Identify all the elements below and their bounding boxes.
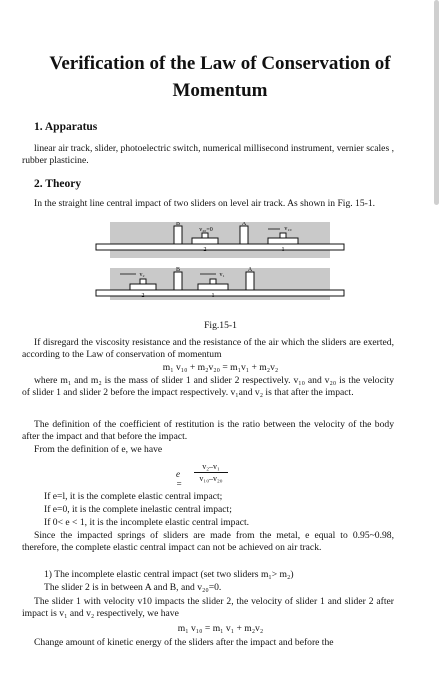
photogate-b-bottom — [174, 272, 182, 290]
photogate-a-top — [240, 226, 248, 244]
formula-numerator: v₂–v₁ — [194, 462, 228, 473]
paragraph-springs: Since the impacted springs of sliders are made from the metal, e equal to 0.95~0.98, therefore, the complete elastic central impact can not be achieved on air track. — [22, 530, 394, 554]
track-bottom — [96, 290, 344, 296]
slider-2-bottom — [130, 284, 156, 290]
formula-e: e = — [176, 469, 183, 489]
paragraph-momentum: If disregard the viscosity resistance and the resistance of the air which the sliders are exerted, according to the Law of conservation of momentum — [22, 337, 394, 361]
track-top — [96, 244, 344, 250]
page-title: Verification of the Law of Conservation of Momentum — [49, 53, 391, 101]
apparatus-text: linear air track, slider, photoelectric switch, numerical millisecond instrument, vernier scales , rubber plasticine. — [22, 143, 394, 167]
label-b-bottom: B — [175, 267, 181, 273]
case-incomplete: If 0< e < 1, it is the incomplete elastic central impact. — [44, 517, 250, 528]
label-b-top: B — [175, 222, 181, 227]
label-a-bottom: A — [247, 267, 253, 273]
apparatus-heading: 1. Apparatus — [34, 121, 98, 133]
slider-1-top — [268, 238, 298, 244]
paragraph-after-impact: The slider 1 with velocity v10 impacts the slider 2, the velocity of slider 1 and slider 2 after impact is v₁ and v₂ respectively, we have — [22, 596, 394, 620]
label-v1: v₁ — [219, 272, 225, 278]
paragraph-kinetic-energy: Change amount of kinetic energy of the sliders after the impact and before the — [34, 637, 334, 648]
label-2-bottom: 2 — [141, 293, 145, 299]
label-v20: v₂₀=0 — [199, 227, 213, 233]
theory-heading: 2. Theory — [34, 178, 82, 190]
theory-intro: In the straight line central impact of two sliders on level air track. As shown in Fig. 15-1. — [34, 198, 376, 209]
label-v2: v₂ — [139, 272, 145, 278]
equation-momentum: m₁ v₁₀ + m₂v₂₀ = m₁v₁ + m₂v₂ — [162, 362, 279, 373]
equation-momentum-2: m₁ v₁₀ = m₁ v₁ + m₂v₂ — [177, 623, 264, 634]
case-inelastic: If e=0, it is the complete inelastic central impact; — [44, 504, 232, 515]
item-slider-position: The slider 2 is in between A and B, and v₂₀=0. — [44, 582, 222, 593]
photogate-b-top — [174, 226, 182, 244]
photogate-a-bottom — [246, 272, 254, 290]
label-1-top: 1 — [281, 247, 285, 253]
label-v10: v₁₀ — [284, 226, 292, 232]
paragraph-definitions: where m₁ and m₂ is the mass of slider 1 and slider 2 respectively. v₁₀ and v₂₀ is the velocity of slider 1 and slider 2 before the impact respectively. v₁and v₂ is that after the impact. — [22, 375, 394, 399]
label-a-top: A — [241, 222, 247, 227]
figure-caption: Fig.15-1 — [204, 320, 237, 331]
case-elastic: If e=l, it is the complete elastic central impact; — [44, 491, 223, 502]
slider-2-top — [192, 238, 218, 244]
formula-denominator: v₁₀–v₂₀ — [199, 474, 223, 483]
item-incomplete-impact: 1) The incomplete elastic central impact (set two sliders m₁> m₂) — [44, 569, 294, 580]
label-2-top: 2 — [203, 247, 207, 253]
slider-1-bottom — [198, 284, 228, 290]
figure-air-track — [90, 222, 350, 314]
paragraph-restitution: The definition of the coefficient of restitution is the ratio between the velocity of the body after the impact and that before the impact. — [22, 419, 394, 443]
label-1-bottom: 1 — [211, 293, 215, 299]
scrollbar[interactable] — [434, 0, 439, 205]
paragraph-from-definition: From the definition of e, we have — [34, 444, 163, 455]
